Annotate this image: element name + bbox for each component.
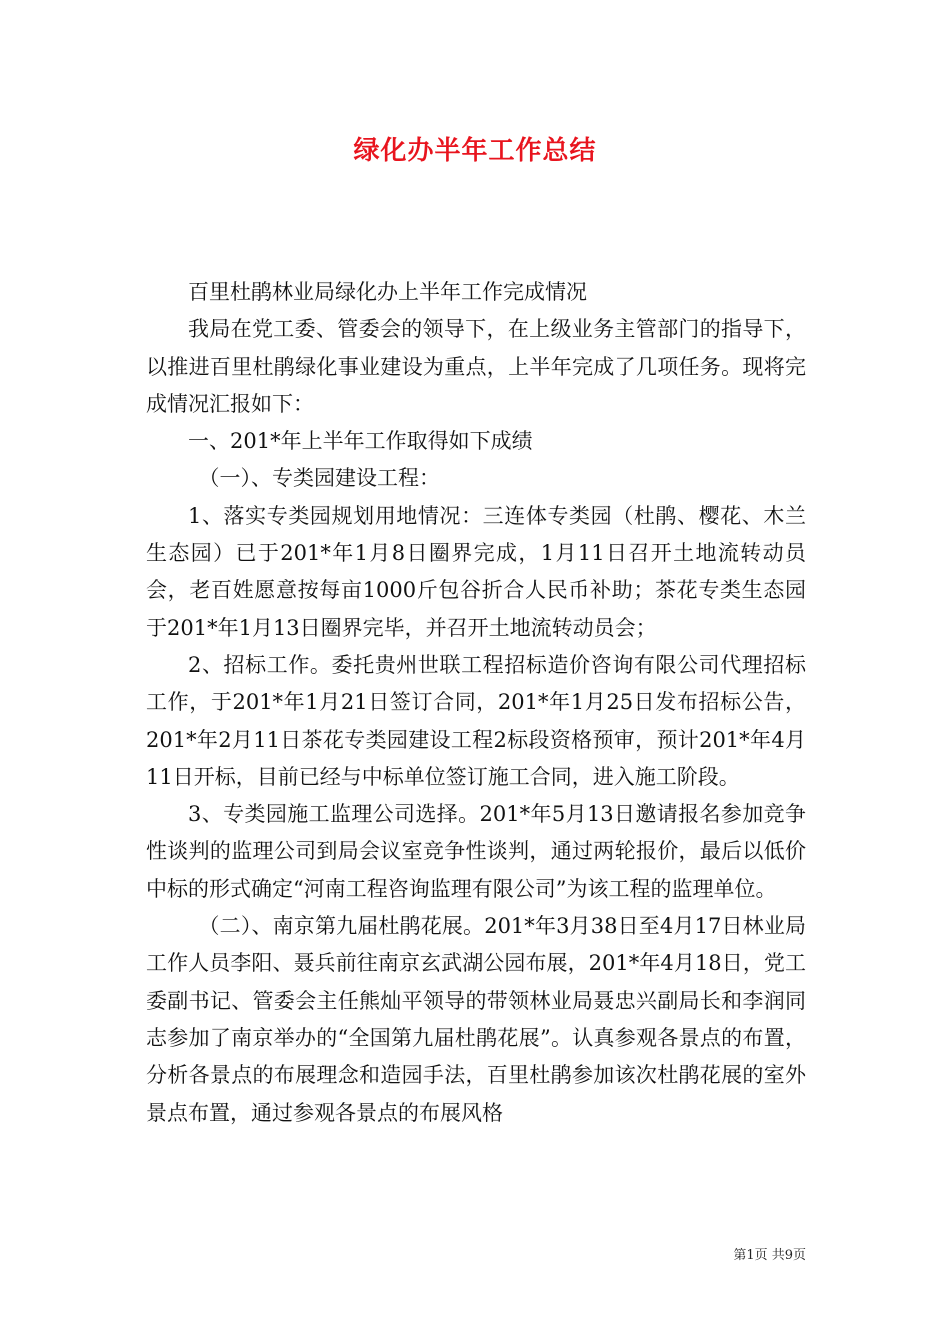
paragraph-intro: 我局在党工委、管委会的领导下，在上级业务主管部门的指导下，以推进百里杜鹃绿化事业建设为重点，上半年完成了几项任务。现将完成情况汇报如下： [146,317,806,416]
section-heading-1: 一、201*年上半年工作取得如下成绩 [188,429,533,454]
paragraph-subsection-2: （二）、南京第九届杜鹃花展。201*年3月38日至4月17日林业局工作人员李阳、聂兵前往南京玄武湖公园布展，201*年4月18日，党工委副书记、管委会主任熊灿平领导的带领林业局聂忠兴副局长和李润同志参加了南京举办的“全国第九届杜鹃花展”。认真参观各景点的布置，分析各景点的布展理念和造园手法，百里杜鹃参加该次杜鹃花展的室外景点布置，通过参观各景点的布展风格 [146,914,806,1125]
document-title: 绿化办半年工作总结 [353,136,597,166]
page-number: 第1页 共9页 [733,1248,806,1263]
subsection-heading-1: （一）、专类园建设工程： [198,466,440,491]
paragraph-item-2: 2、招标工作。委托贵州世联工程招标造价咨询有限公司代理招标工作，于201*年1月21日签订合同，201*年1月25日发布招标公告，201*年2月11日茶花专类园建设工程2标段资格预审，预计201*年4月11日开标，目前已经与中标单位签订施工合同，进入施工阶段。 [146,652,806,789]
document-body [146,274,806,1132]
paragraph-heading: 百里杜鹃林业局绿化办上半年工作完成情况 [188,280,587,304]
paragraph-item-3: 3、专类园施工监理公司选择。201*年5月13日邀请报名参加竞争性谈判的监理公司到局会议室竞争性谈判，通过两轮报价，最后以低价中标的形式确定“河南工程咨询监理有限公司”为该工程的监理单位。 [146,802,806,901]
paragraph-item-1: 1、落实专类园规划用地情况：三连体专类园（杜鹃、樱花、木兰生态园）已于201*年1月8日圈界完成，1月11日召开土地流转动员会，老百姓愿意按每亩1000斤包谷折合人民币补助；茶花专类生态园于201*年1月13日圈界完毕，并召开土地流转动员会； [146,503,806,640]
